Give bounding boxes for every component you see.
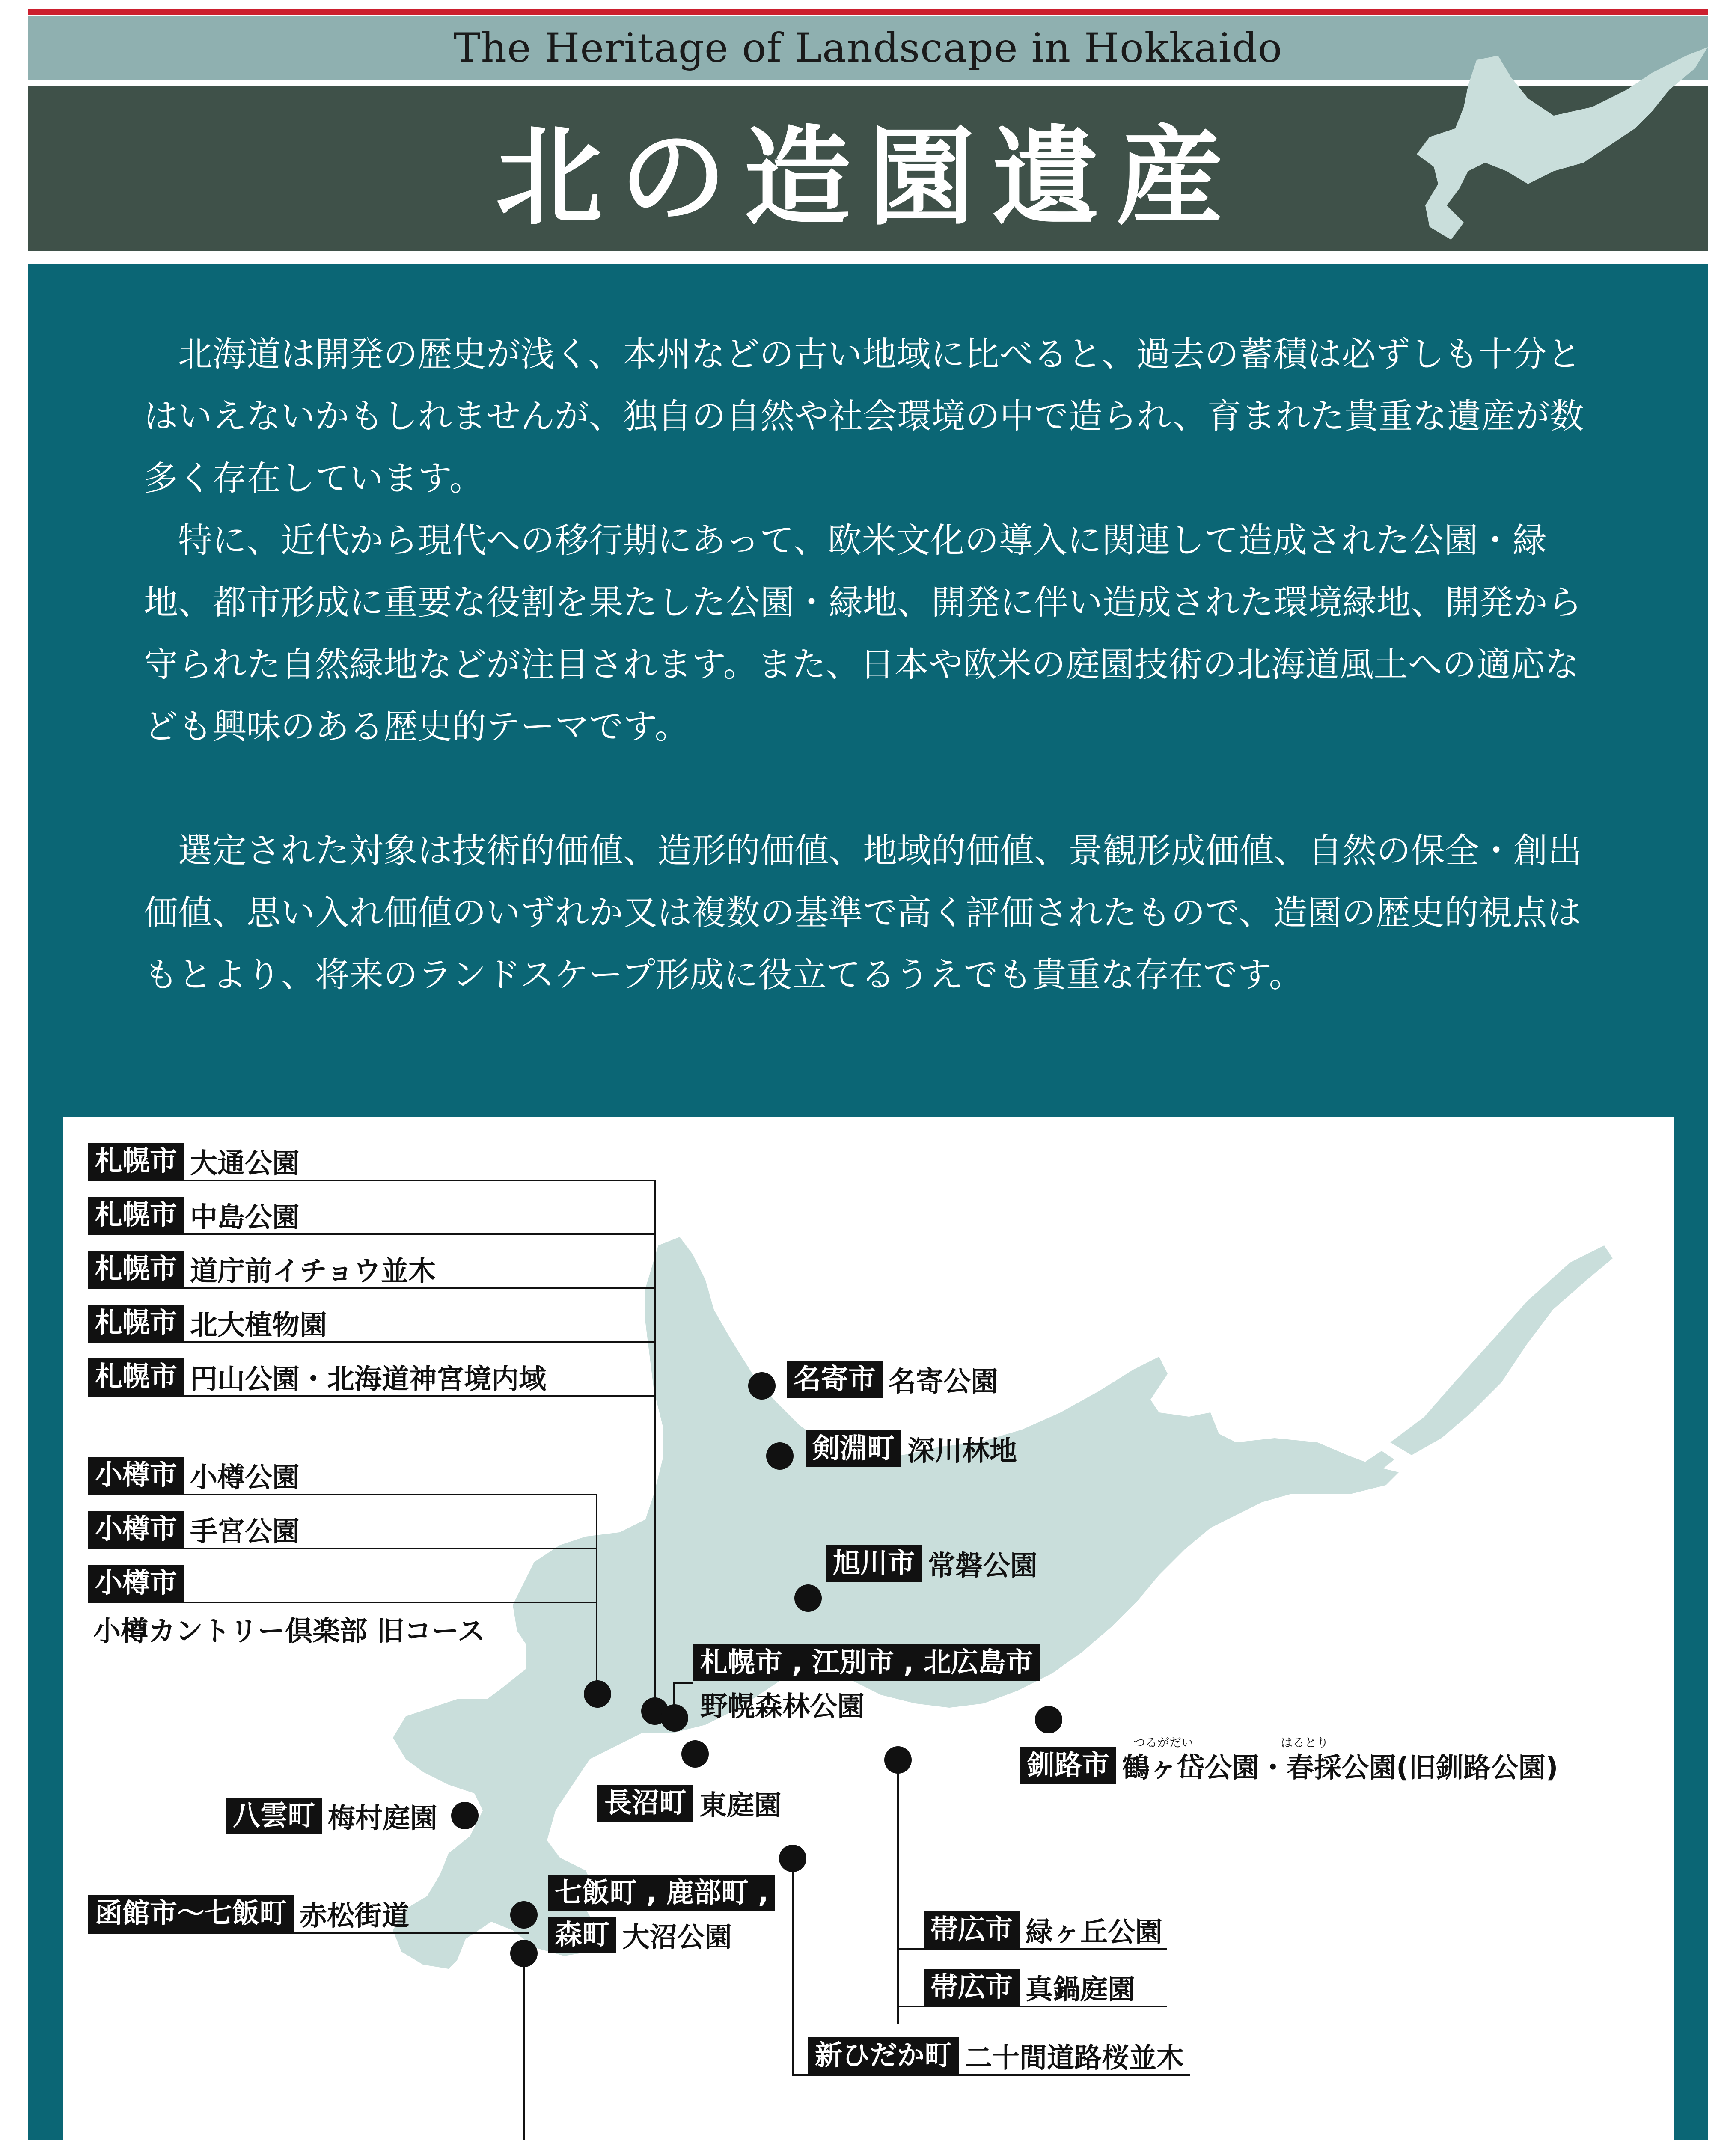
place-name: 赤松街道 (300, 1900, 409, 1932)
heritage-map (63, 1117, 1674, 2140)
intro-text (144, 323, 1608, 1006)
leader-line (88, 1395, 656, 1397)
yakumo-location-dot (451, 1802, 479, 1829)
callout-onuma-line1 (548, 1875, 775, 1911)
hokkaido-silhouette-icon (1412, 43, 1712, 248)
place-name: 鶴ヶ岱公園・春採公園(旧釧路公園) (1122, 1752, 1558, 1784)
place-name: 二十間道路桜並木 (965, 2042, 1184, 2074)
nopporo-location-dot (661, 1704, 688, 1732)
city-tag: 札幌市 , 江別市 , 北広島市 (693, 1644, 1040, 1681)
callout-hakodate-nanae (88, 1895, 415, 1932)
callout-otaru-park (88, 1457, 306, 1494)
intro-paragraph-2: 特に、近代から現代への移行期にあって、欧米文化の導入に関連して造成された公園・緑地、都市形成に重要な役割を果たした公園・緑地、開発に伴い造成された環境緑地、開発から守られた自然緑地などが注目されます。また、日本や欧米の庭園技術の北海道風土への適応なども興味のある歴史的テーマです。 (144, 520, 1582, 746)
otaru-country-club-label: 小樽カントリー倶楽部 旧コース (93, 1616, 485, 1647)
place-name: 緑ヶ丘公園 (1026, 1917, 1162, 1948)
callout-sapporo-hokudai (88, 1305, 333, 1341)
city-tag: 小樽市 (88, 1457, 184, 1494)
leader-line (88, 1548, 597, 1549)
city-tag: 名寄市 (787, 1361, 883, 1398)
leader-line (88, 1287, 656, 1289)
intro-paragraph-3: 選定された対象は技術的価値、造形的価値、地域的価値、景観形成価値、自然の保全・創出価値、思い入れ価値のいずれか又は複数の基準で高く評価されたもので、造園の歴史的視点はもとより、将来のランドスケープ形成に役立てるうえでも貴重な存在です。 (144, 831, 1582, 995)
callout-sapporo-maruyama (88, 1358, 552, 1395)
place-name: 大沼公園 (622, 1922, 732, 1953)
kushiro-location-dot (1035, 1706, 1062, 1733)
city-tag: 釧路市 (1020, 1747, 1116, 1784)
place-name: 常磐公園 (928, 1550, 1037, 1582)
city-tag: 旭川市 (826, 1545, 922, 1582)
callout-sapporo-odori (88, 1143, 306, 1180)
city-tag: 七飯町 , 鹿部町 , (548, 1875, 775, 1911)
place-name: 大通公園 (190, 1148, 300, 1180)
place-name: 名寄公園 (889, 1366, 998, 1398)
callout-nopporo (693, 1644, 1040, 1681)
city-tag: 森町 (548, 1917, 616, 1953)
leader-line (88, 1341, 656, 1343)
leader-line (88, 1932, 529, 1934)
city-tag: 帯広市 (924, 1969, 1020, 2006)
place-name: 道庁前イチョウ並木 (190, 1256, 436, 1287)
place-name: 深川林地 (907, 1436, 1017, 1467)
callout-nayoro (787, 1361, 1004, 1398)
callout-sapporo-icho (88, 1251, 442, 1287)
place-name: 東庭園 (699, 1790, 782, 1822)
callout-naganuma (597, 1785, 788, 1822)
city-tag: 札幌市 (88, 1305, 184, 1341)
city-tag: 札幌市 (88, 1358, 184, 1395)
top-red-rule (28, 9, 1708, 15)
hakodate-nanae-location-dot (510, 1901, 538, 1929)
callout-asahikawa (826, 1545, 1043, 1582)
city-tag: 長沼町 (597, 1785, 693, 1822)
place-name: 円山公園・北海道神宮境内域 (190, 1364, 546, 1395)
shinhidaka-connector (792, 1858, 794, 2076)
leader-line (897, 2006, 1167, 2007)
leader-line (88, 1180, 656, 1181)
intro-paragraph-1: 北海道は開発の歴史が浅く、本州などの古い地域に比べると、過去の蓄積は必ずしも十分とはいえないかもしれませんが、独自の自然や社会環境の中で造られ、育まれた貴重な遺産が数多く存在しています。 (144, 334, 1584, 498)
callout-otaru-temiya (88, 1511, 306, 1548)
callout-onuma-line2 (548, 1917, 738, 1953)
callout-otaru-country (88, 1565, 184, 1602)
place-name: 小樽公園 (190, 1462, 300, 1494)
sapporo-vertical-connector (654, 1180, 656, 1710)
city-tag: 函館市～七飯町 (88, 1895, 294, 1932)
leader-line (792, 2074, 1190, 2076)
otaru-vertical-connector (596, 1494, 597, 1689)
nayoro-location-dot (748, 1372, 776, 1400)
city-tag: 札幌市 (88, 1197, 184, 1233)
nopporo-place: 野幌森林公園 (700, 1691, 865, 1723)
callout-shinhidaka (808, 2037, 1190, 2074)
city-tag: 新ひだか町 (808, 2037, 959, 2074)
callout-obihiro-manabe (924, 1969, 1141, 2006)
city-tag: 札幌市 (88, 1251, 184, 1287)
leader-line (88, 1602, 597, 1603)
nopporo-connector-h (673, 1682, 693, 1684)
otaru-location-dot (584, 1680, 611, 1708)
callout-kushiro (1020, 1747, 1564, 1784)
city-tag: 小樽市 (88, 1565, 184, 1602)
place-name: 手宮公園 (190, 1516, 300, 1548)
hakodate-connector (523, 1952, 525, 2140)
japanese-title: 北の造園遺産 (496, 114, 1240, 240)
asahikawa-location-dot (794, 1584, 822, 1612)
city-tag: 小樽市 (88, 1511, 184, 1548)
city-tag: 帯広市 (924, 1911, 1020, 1948)
kembuchi-location-dot (766, 1442, 794, 1470)
leader-line (88, 1494, 597, 1495)
callout-sapporo-nakajima (88, 1197, 306, 1233)
callout-yakumo (226, 1798, 443, 1834)
city-tag: 剣淵町 (806, 1430, 901, 1467)
callout-kembuchi (806, 1430, 1023, 1467)
place-name: 中島公園 (190, 1202, 300, 1233)
obihiro-connector (897, 1759, 899, 2024)
callout-obihiro-midorigaoka (924, 1911, 1168, 1948)
leader-line (88, 1233, 656, 1235)
place-name: 北大植物園 (190, 1310, 327, 1341)
kushiro-ruby-tsurugadai: つるがだい (1133, 1736, 1194, 1750)
kushiro-ruby-harutori: はるとり (1281, 1736, 1329, 1750)
city-tag: 札幌市 (88, 1143, 184, 1180)
english-title: The Heritage of Landscape in Hokkaido (453, 24, 1283, 71)
place-name: 真鍋庭園 (1026, 1974, 1135, 2006)
naganuma-location-dot (681, 1740, 709, 1768)
place-name: 梅村庭園 (328, 1803, 437, 1834)
city-tag: 八雲町 (226, 1798, 322, 1834)
leader-line (897, 1948, 1167, 1950)
